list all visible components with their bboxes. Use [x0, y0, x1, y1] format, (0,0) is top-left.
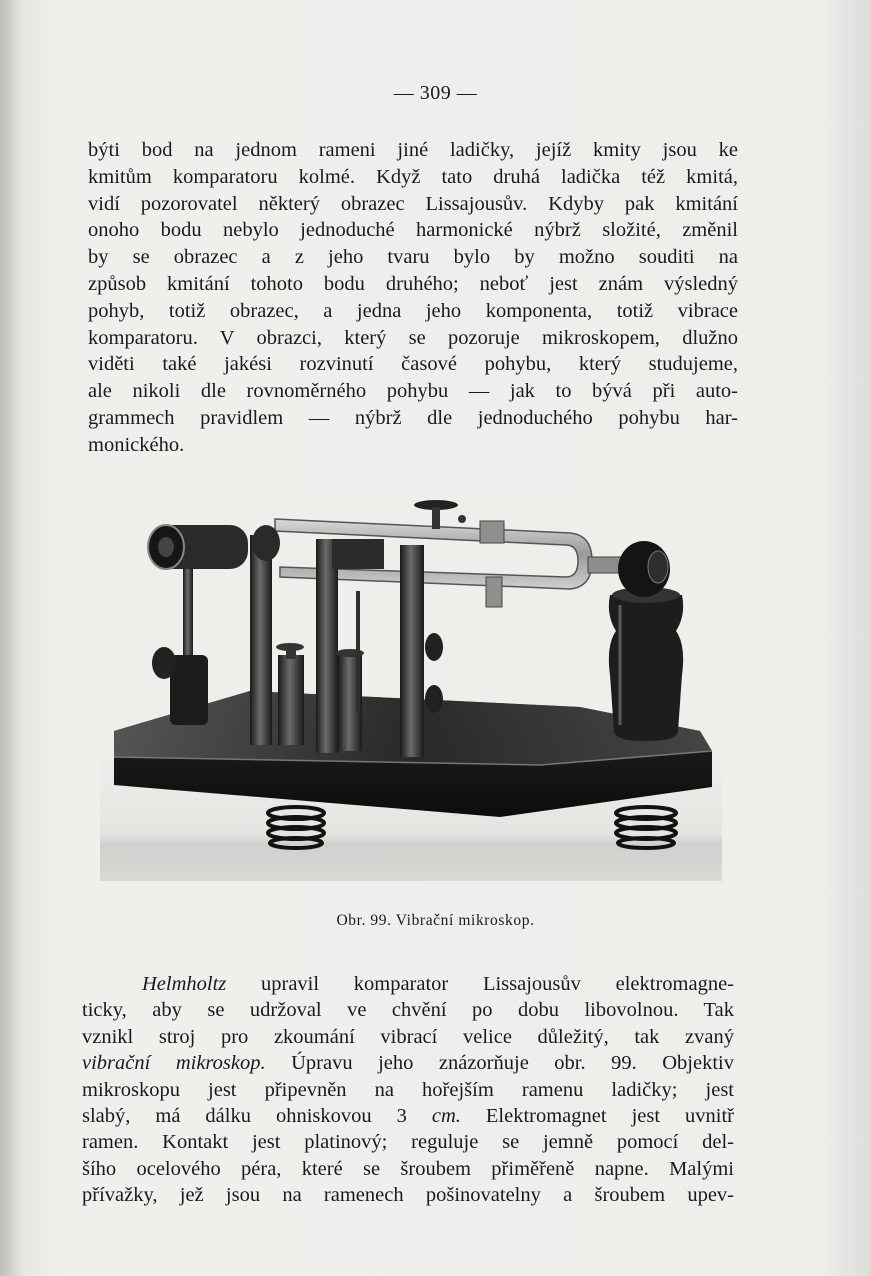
text-line: mikroskopu jest připevněn na hořejším ramenu ladičky; jest [82, 1078, 734, 1101]
author-name: Helmholtz [142, 973, 227, 995]
text-fragment: Elektromagnet jest uvnitř [460, 1105, 734, 1128]
text-line: vidí pozorovatel některý obrazec Lissajousův. Kdyby pak kmitání [88, 192, 738, 215]
text-fragment: upravil komparator Lissajousův elektromagne- [226, 973, 734, 995]
text-line: viděti také jakési rozvinutí časové pohybu, který studujeme, [88, 353, 738, 376]
paragraph-1 [88, 137, 738, 459]
text-line [82, 1050, 734, 1076]
text-line: ramen. Kontakt jest platinový; reguluje se jemně pomocí del- [82, 1131, 734, 1154]
text-line [82, 1103, 734, 1129]
figure-vibration-microscope [100, 495, 722, 881]
text-line: by se obrazec a z jeho tvaru bylo by možno souditi na [88, 246, 738, 269]
text-line [82, 971, 734, 997]
paragraph-2 [82, 971, 734, 1209]
text-line: monického. [88, 433, 185, 456]
text-line: grammech pravidlem — nýbrž dle jednoduchého pohybu har- [88, 406, 738, 429]
vibration-microscope-illustration [100, 495, 722, 881]
text-line: způsob kmitání tohoto bodu druhého; neboť jest znám výsledný [88, 272, 738, 295]
text-line: ticky, aby se udržoval ve chvění po dobu libovolnou. Tak [82, 999, 734, 1022]
text-line: býti bod na jednom rameni jiné ladičky, jejíž kmity jsou ke [88, 139, 738, 161]
text-line: ale nikoli dle rovnoměrného pohybu — jak to bývá při auto- [88, 380, 738, 403]
text-line: pohyb, totiž obrazec, a jedna jeho komponenta, totiž vibrace [88, 299, 738, 322]
text-line: kmitům komparatoru kolmé. Když tato druhá ladička též kmitá, [88, 165, 738, 188]
term-italic: vibrační mikroskop. [82, 1052, 266, 1075]
page-number: — 309 — [393, 82, 478, 104]
text-fragment: Úpravu jeho znázorňuje obr. 99. Objektiv [265, 1052, 734, 1075]
text-line: onoho bodu nebylo jednoduché harmonické nýbrž složité, změnil [88, 219, 738, 242]
text-line: šího ocelového péra, které se šroubem přiměřeně napne. Malými [82, 1157, 734, 1180]
text-line: vznikl stroj pro zkoumání vibrací velice důležitý, tak zvaný [82, 1025, 734, 1048]
unit-italic: cm. [431, 1105, 461, 1128]
text-line: přívažky, jež jsou na ramenech pošinovatelny a šroubem upev- [82, 1184, 734, 1207]
text-fragment: slabý, má dálku ohniskovou 3 [82, 1105, 432, 1128]
text-line: komparatoru. V obrazci, který se pozoruje mikroskopem, dlužno [88, 326, 738, 349]
figure-caption: Obr. 99. Vibrační mikroskop. [336, 912, 535, 929]
